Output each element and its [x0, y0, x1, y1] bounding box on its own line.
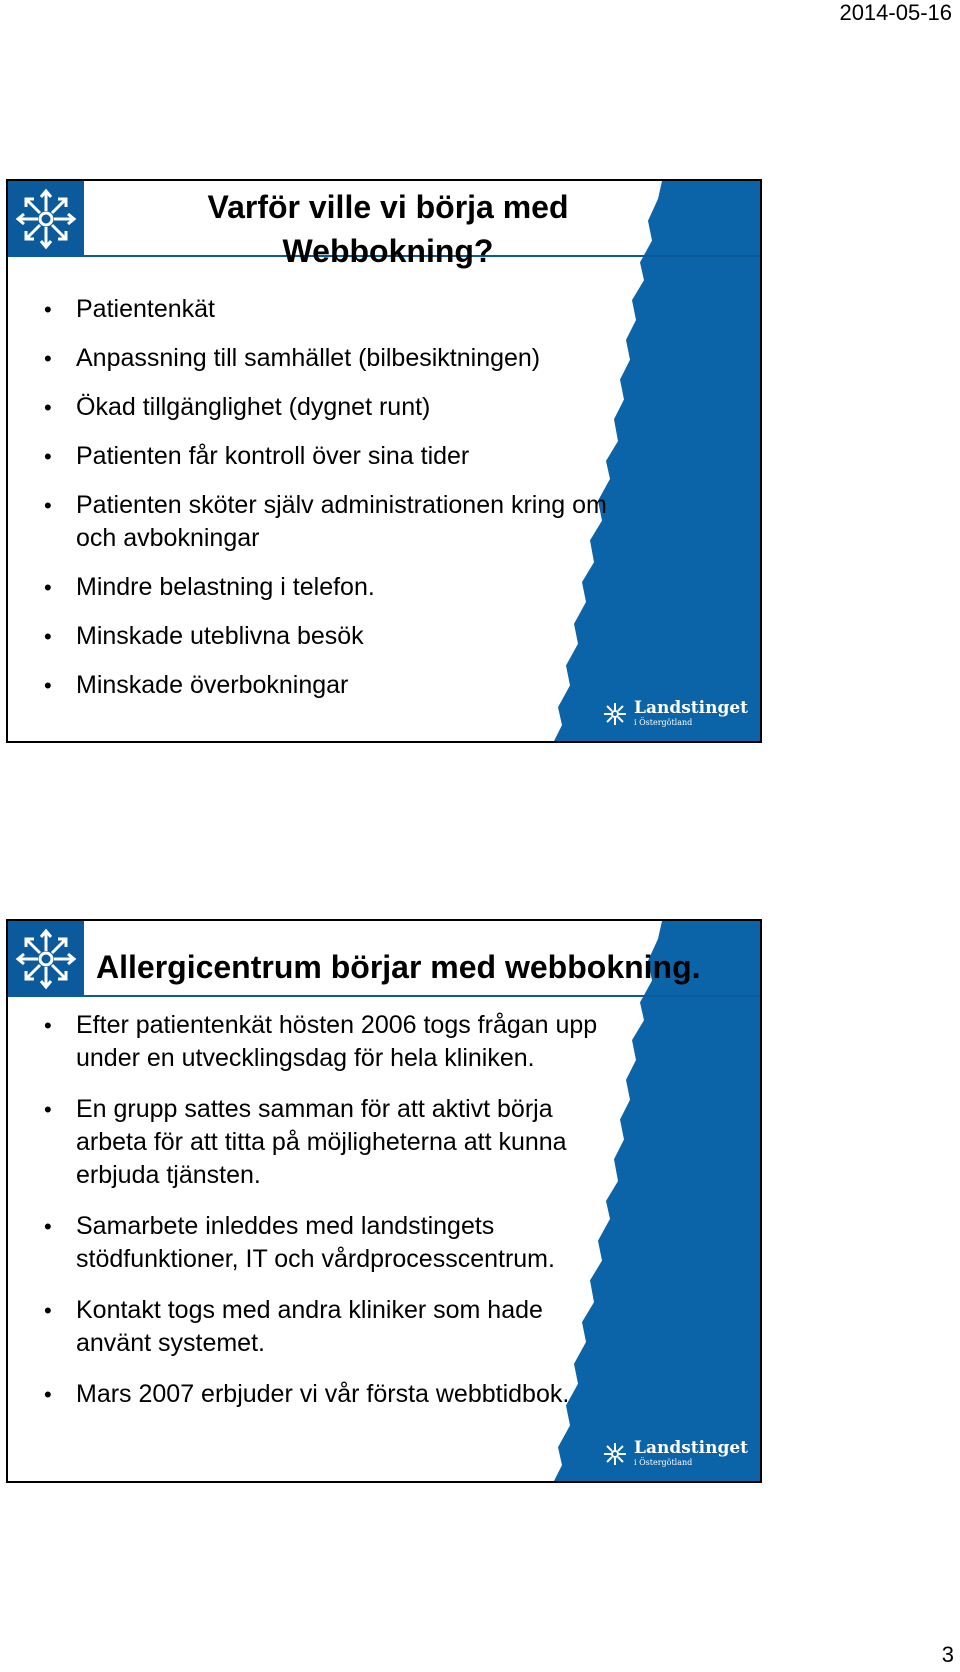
list-item: • Anpassning till samhället (bilbesiktningen): [44, 342, 614, 375]
slide-title: Allergicentrum börjar med webbokning.: [96, 949, 701, 985]
list-item: • En grupp sattes samman för att aktivt börja arbeta för att titta på möjligheterna att kunna erbjuda tjänsten.: [44, 1093, 614, 1192]
snowflake-logo-icon: [602, 1441, 628, 1467]
snowflake-logo-icon: [602, 701, 628, 727]
brand-subtitle: i Östergötland: [633, 1458, 693, 1467]
logo-icon: [8, 181, 84, 257]
slide-title: Varför ville vi börja med Webbokning?: [207, 189, 569, 269]
brand-name: Landstinget: [633, 698, 748, 718]
brand-subtitle: i Östergötland: [633, 718, 693, 727]
list-item: • Patientenkät: [44, 293, 614, 326]
list-item: • Patienten får kontroll över sina tider: [44, 440, 614, 473]
page-date: 2014-05-16: [839, 0, 952, 25]
logo-icon: [8, 921, 84, 997]
list-item: • Kontakt togs med andra kliniker som hade använt systemet.: [44, 1294, 614, 1360]
list-item: • Mindre belastning i telefon.: [44, 571, 614, 604]
list-item: • Minskade överbokningar: [44, 669, 614, 702]
brand-name: Landstinget: [633, 1438, 748, 1458]
bullet-list: [44, 1009, 614, 1429]
list-item: • Minskade uteblivna besök: [44, 620, 614, 653]
bullet-list: [44, 293, 614, 718]
list-item: • Efter patientenkät hösten 2006 togs frågan upp under en utvecklingsdag för hela kliniken.: [44, 1009, 614, 1075]
brand-logo: [602, 1440, 748, 1467]
list-item: • Ökad tillgänglighet (dygnet runt): [44, 391, 614, 424]
slide-2: [6, 919, 762, 1483]
header-divider: [84, 995, 760, 997]
page-number: 3: [941, 1642, 954, 1667]
brand-logo: [602, 700, 748, 727]
slide-1: [6, 179, 762, 743]
list-item: • Samarbete inleddes med landstingets stödfunktioner, IT och vårdprocesscentrum.: [44, 1210, 614, 1276]
list-item: • Mars 2007 erbjuder vi vår första webbtidbok.: [44, 1378, 614, 1411]
list-item: • Patienten sköter själv administrationen kring om och avbokningar: [44, 489, 614, 555]
